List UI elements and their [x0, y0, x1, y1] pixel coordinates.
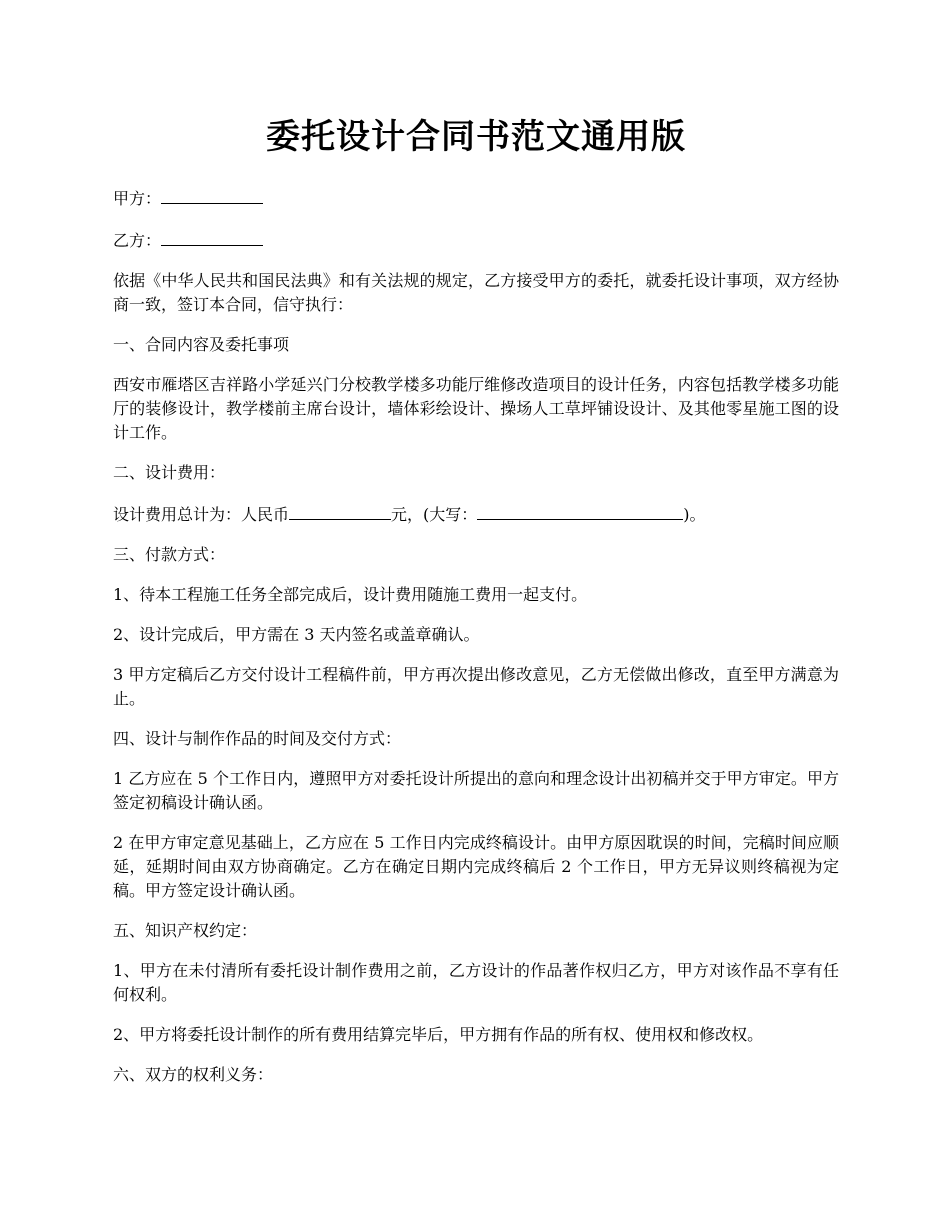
section5-heading: 五、知识产权约定：	[113, 921, 258, 940]
party-b-line	[113, 227, 839, 253]
intro-paragraph: 依据《中华人民共和国民法典》和有关法规的规定，乙方接受甲方的委托，就委托设计事项，双方经协商一致，签订本合同，信守执行：	[113, 271, 839, 314]
ip-item-1: 1、甲方在未付清所有委托设计制作费用之前，乙方设计的作品著作权归乙方，甲方对该作品不享有任何权利。	[113, 961, 839, 1004]
party-a-blank	[161, 185, 263, 204]
section6-heading: 六、双方的权利义务：	[113, 1065, 274, 1084]
payment-item-1: 1、待本工程施工任务全部完成后，设计费用随施工费用一起支付。	[113, 585, 588, 604]
fee-line	[113, 501, 839, 527]
party-a-label: 甲方：	[113, 189, 162, 208]
fee-capital-blank	[477, 501, 683, 520]
fee-amount-blank	[289, 501, 391, 520]
party-b-blank	[161, 227, 263, 246]
payment-item-3: 3 甲方定稿后乙方交付设计工程稿件前，甲方再次提出修改意见，乙方无偿做出修改，直至甲方满意为止。	[113, 665, 839, 708]
party-b-label: 乙方：	[113, 231, 162, 250]
section1-body: 西安市雁塔区吉祥路小学延兴门分校教学楼多功能厅维修改造项目的设计任务，内容包括教学楼多功能厅的装修设计，教学楼前主席台设计，墙体彩绘设计、操场人工草坪铺设设计、及其他零星施工图的设计工作。	[113, 375, 839, 442]
delivery-item-1: 1 乙方应在 5 个工作日内，遵照甲方对委托设计所提出的意向和理念设计出初稿并交于甲方审定。甲方签定初稿设计确认函。	[113, 769, 839, 812]
party-a-line	[113, 185, 839, 211]
fee-middle: 元，(大写：	[391, 505, 478, 524]
section2-heading: 二、设计费用：	[113, 463, 226, 482]
delivery-item-2: 2 在甲方审定意见基础上，乙方应在 5 工作日内完成终稿设计。由甲方原因耽误的时间，完稿时间应顺延，延期时间由双方协商确定。乙方在确定日期内完成终稿后 2 个工作日，甲方无异议则终稿视为定稿。甲方签定设计确认函。	[113, 833, 839, 900]
section1-heading: 一、合同内容及委托事项	[113, 335, 290, 354]
fee-suffix: )。	[683, 505, 706, 524]
fee-prefix: 设计费用总计为：人民币	[113, 505, 290, 524]
document-title: 委托设计合同书范文通用版	[266, 117, 686, 157]
section3-heading: 三、付款方式：	[113, 545, 226, 564]
section4-heading: 四、设计与制作作品的时间及交付方式：	[113, 729, 402, 748]
payment-item-2: 2、设计完成后，甲方需在 3 天内签名或盖章确认。	[113, 625, 480, 644]
ip-item-2: 2、甲方将委托设计制作的所有费用结算完毕后，甲方拥有作品的所有权、使用权和修改权。	[113, 1025, 764, 1044]
